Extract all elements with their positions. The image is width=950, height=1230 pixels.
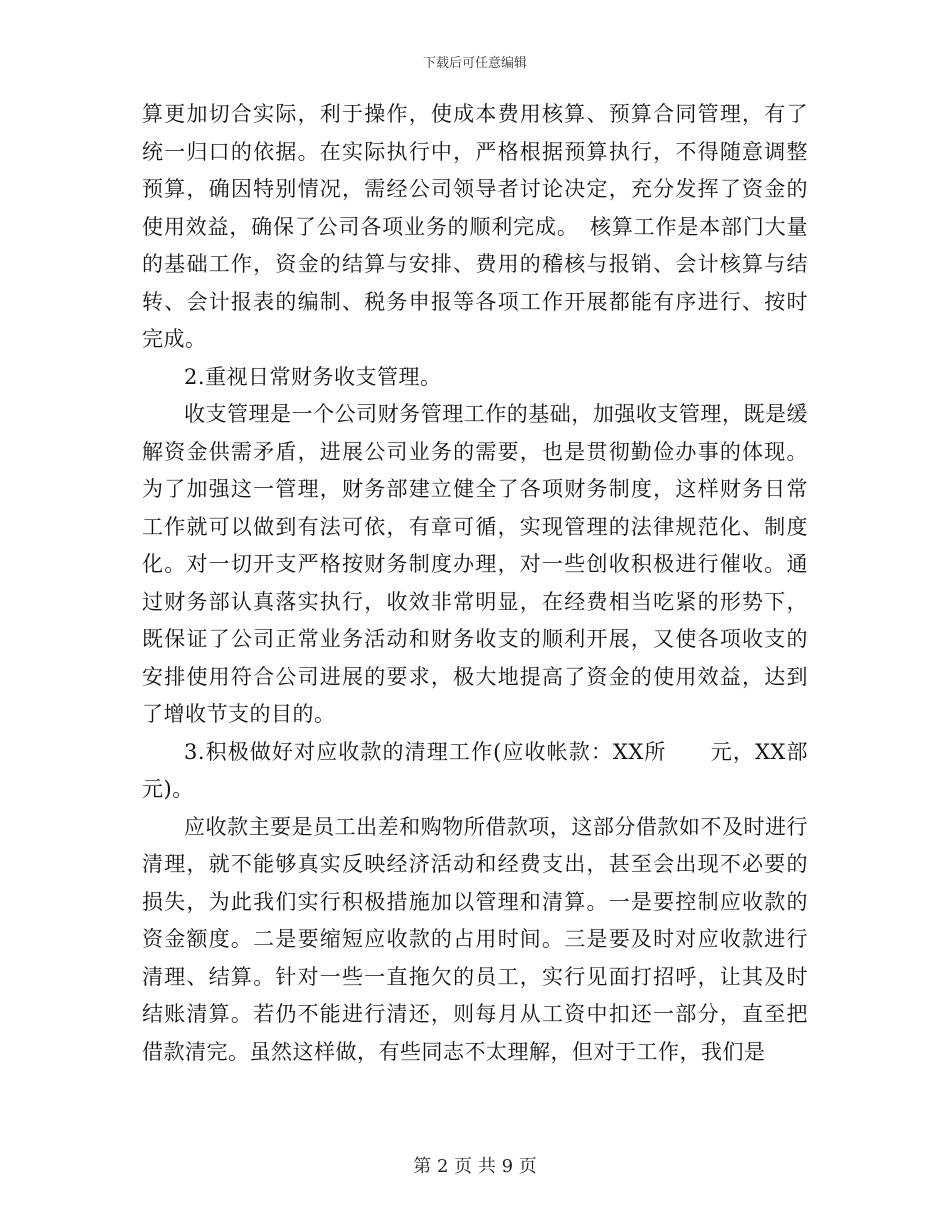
document-body — [142, 96, 808, 1071]
heading-3: 3.积极做好对应收款的清理工作(应收帐款：XX所 元，XX部元)。 — [142, 739, 808, 801]
paragraph-budget: 算更加切合实际，利于操作，使成本费用核算、预算合同管理，有了统一归口的依据。在实际执行中，严格根据预算执行，不得随意调整预算，确因特别情况，需经公司领导者讨论决定，充分发挥了资金的使用效益，确保了公司各项业务的顺利完成。 核算工作是本部门大量的基础工作，资金的结算与安排、费用的稽核与报销、会计核算与结转、会计报表的编制、税务申报等各项工作开展都能有序进行、按时完成。 — [142, 102, 808, 351]
page-number-text: 第 2 页 共 9 页 — [413, 1156, 537, 1177]
page-footer — [0, 1152, 950, 1178]
page-header: 下载后可任意编辑 — [422, 56, 527, 71]
paragraph-income-expense: 收支管理是一个公司财务管理工作的基础，加强收支管理，既是缓解资金供需矛盾，进展公司业务的需要，也是贯彻勤俭办事的体现。为了加强这一管理，财务部建立健全了各项财务制度，这样财务日常工作就可以做到有法可依，有章可循，实现管理的法律规范化、制度化。对一切开支严格按财务制度办理，对一些创收积极进行催收。通过财务部认真落实执行，收效非常明显，在经费相当吃紧的形势下，既保证了公司正常业务活动和财务收支的顺利开展，又使各项收支的安排使用符合公司进展的要求，极大地提高了资金的使用效益，达到了增收节支的目的。 — [142, 402, 808, 726]
paragraph-receivables: 应收款主要是员工出差和购物所借款项，这部分借款如不及时进行清理，就不能够真实反映经济活动和经费支出，甚至会出现不必要的损失，为此我们实行积极措施加以管理和清算。一是要控制应收款的资金额度。二是要缩短应收款的占用时间。三是要及时对应收款进行清理、结算。针对一些一直拖欠的员工，实行见面打招呼，让其及时结账清算。若仍不能进行清还，则每月从工资中扣还一部分，直至把借款清完。虽然这样做，有些同志不太理解，但对于工作，我们是 — [142, 814, 808, 1064]
heading-2: 2.重视日常财务收支管理。 — [184, 364, 442, 389]
